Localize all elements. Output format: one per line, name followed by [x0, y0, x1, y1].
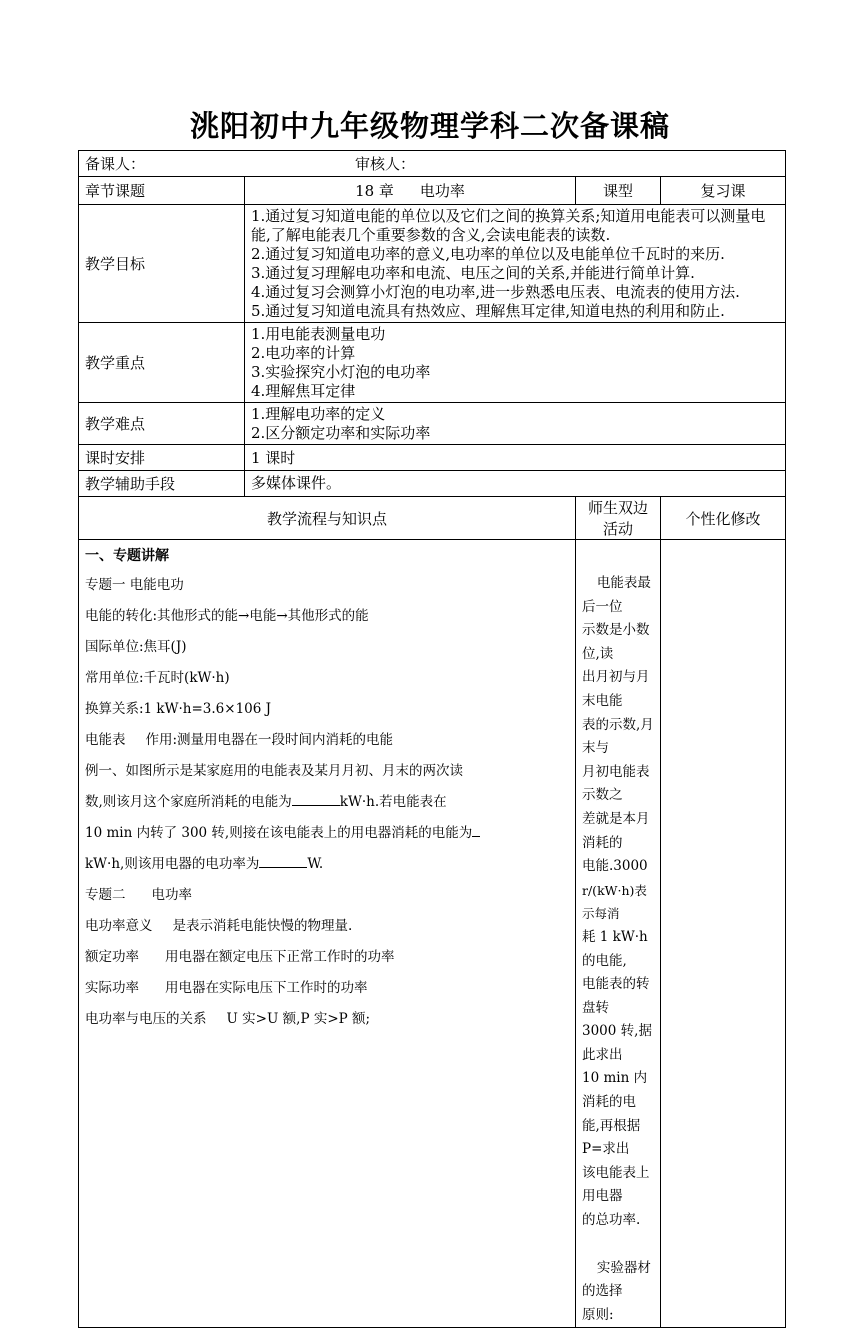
activity-line: 表的示数,月末与	[582, 716, 654, 757]
page-title: 洮阳初中九年级物理学科二次备课稿	[189, 109, 670, 143]
objective-item: 5.通过复习知道电流具有热效应、理解焦耳定律,知道电热的利用和防止.	[251, 301, 725, 320]
key-point-item: 3.实验探究小灯泡的电功率	[251, 362, 431, 381]
header-row	[79, 151, 786, 177]
reviewer-label: 审核人：	[355, 155, 416, 173]
difficulties-label: 教学难点	[79, 403, 245, 445]
objectives-label: 教学目标	[79, 205, 245, 323]
chapter-topic-name: 电功率	[419, 182, 465, 200]
example-line-4: kW·h,则该用电器的电功率为 W.	[85, 849, 569, 880]
difficulties-row	[79, 403, 786, 445]
activity-line: 月初电能表示数之	[582, 763, 650, 804]
lesson-plan-table	[78, 150, 786, 1328]
example-line-3: 10 min 内转了 300 转,则接在该电能表上的用电器消耗的电能为	[85, 818, 569, 849]
actual-power: 实际功率 用电器在实际电压下工作时的功率	[85, 980, 368, 996]
power-voltage-relation: 电功率与电压的关系 U 实>U 额,P 实>P 额;	[85, 1011, 371, 1027]
objective-item: 1.通过复习知道电能的单位以及它们之间的换算关系;知道用电能表可以测量电能,了解电能表几个重要参数的含义,会读电能表的读数.	[251, 206, 766, 244]
key-points-row	[79, 323, 786, 403]
activity-line: 电能.3000	[582, 858, 648, 875]
lesson-type-value: 复习课	[661, 177, 786, 205]
activity-line: 出月初与月末电能	[582, 669, 650, 709]
topic-two-heading: 专题二 电功率	[85, 887, 192, 903]
objective-item: 3.通过复习理解电功率和电流、电压之间的关系,并能进行简单计算.	[251, 263, 695, 282]
aids-row	[79, 471, 786, 497]
activity-line: 原则:	[582, 1306, 614, 1323]
chapter-row	[79, 177, 786, 205]
activity-line: 差就是本月消耗的	[582, 810, 650, 851]
activity-line: r/(kW·h)表示每消	[582, 882, 647, 922]
rated-power: 额定功率 用电器在额定电压下正常工作时的功率	[85, 949, 395, 965]
aids-value: 多媒体课件。	[245, 471, 786, 497]
aids-label: 教学辅助手段	[79, 471, 245, 497]
key-point-item: 1.用电能表测量电功	[251, 324, 386, 343]
flow-content	[79, 540, 576, 1328]
key-points-label: 教学重点	[79, 323, 245, 403]
custom-column-header: 个性化修改	[661, 497, 786, 540]
activity-line: 耗 1 kW·h 的电能,	[582, 928, 648, 969]
example-line-1: 例一、如图所示是某家庭用的电能表及某月月初、月末的两次读	[85, 763, 463, 779]
activity-line: 的总功率.	[582, 1212, 641, 1229]
answer-blank[interactable]	[292, 791, 340, 806]
key-point-item: 4.理解焦耳定律	[251, 381, 356, 400]
activity-column-header: 师生双边活动	[576, 497, 661, 540]
answer-blank[interactable]	[472, 822, 480, 837]
activity-line: 电能表最后一位	[582, 575, 651, 615]
difficulty-item: 2.区分额定功率和实际功率	[251, 423, 431, 442]
lesson-type-label: 课型	[576, 177, 661, 205]
difficulties-content	[245, 403, 786, 445]
meter-function: 电能表 作用:测量用电器在一段时间内消耗的电能	[85, 732, 394, 748]
activity-line: 实验器材的选择	[582, 1259, 651, 1300]
content-row	[79, 540, 786, 1328]
si-unit: 国际单位:焦耳(J)	[85, 639, 187, 655]
energy-conversion: 电能的转化:其他形式的能→电能→其他形式的能	[85, 608, 369, 624]
key-point-item: 2.电功率的计算	[251, 343, 356, 362]
schedule-label: 课时安排	[79, 445, 245, 471]
activity-line: 电能表的转盘转	[582, 976, 650, 1016]
example-line-2: 数,则该月这个家庭所消耗的电能为 kW·h.若电能表在	[85, 787, 569, 818]
activity-line: 10 min 内消耗的电	[582, 1070, 648, 1111]
objectives-content	[245, 205, 786, 323]
objective-item: 4.通过复习会测算小灯泡的电功率,进一步熟悉电压表、电流表的使用方法.	[251, 282, 740, 301]
custom-modification-cell[interactable]	[661, 540, 786, 1328]
objective-item: 2.通过复习知道电功率的意义,电功率的单位以及电能单位千瓦时的来历.	[251, 244, 725, 263]
preparer-label: 备课人：	[85, 155, 146, 173]
schedule-value: 1 课时	[245, 445, 786, 471]
column-header-row	[79, 497, 786, 540]
flow-column-header: 教学流程与知识点	[79, 497, 576, 540]
common-unit: 常用单位:千瓦时(kW·h)	[85, 670, 230, 686]
activity-content	[576, 540, 661, 1328]
chapter-topic	[245, 177, 576, 205]
activity-line: 该电能表上用电器	[582, 1164, 650, 1205]
activity-line: 示数是小数位,读	[582, 622, 650, 662]
section-heading: 一、专题讲解	[85, 548, 169, 564]
chapter-label: 章节课题	[79, 177, 245, 205]
chapter-number: 18 章	[355, 182, 394, 200]
topic-one-heading: 专题一 电能电功	[85, 577, 184, 593]
key-points-content	[245, 323, 786, 403]
unit-relation: 换算关系:1 kW·h=3.6×106 J	[85, 701, 272, 717]
difficulty-item: 1.理解电功率的定义	[251, 404, 386, 423]
power-meaning: 电功率意义 是表示消耗电能快慢的物理量.	[85, 918, 353, 934]
schedule-row	[79, 445, 786, 471]
answer-blank[interactable]	[259, 853, 307, 868]
objectives-row	[79, 205, 786, 323]
activity-line: 能,再根据 P=求出	[582, 1117, 641, 1158]
activity-line: 3000 转,据此求出	[582, 1023, 652, 1063]
